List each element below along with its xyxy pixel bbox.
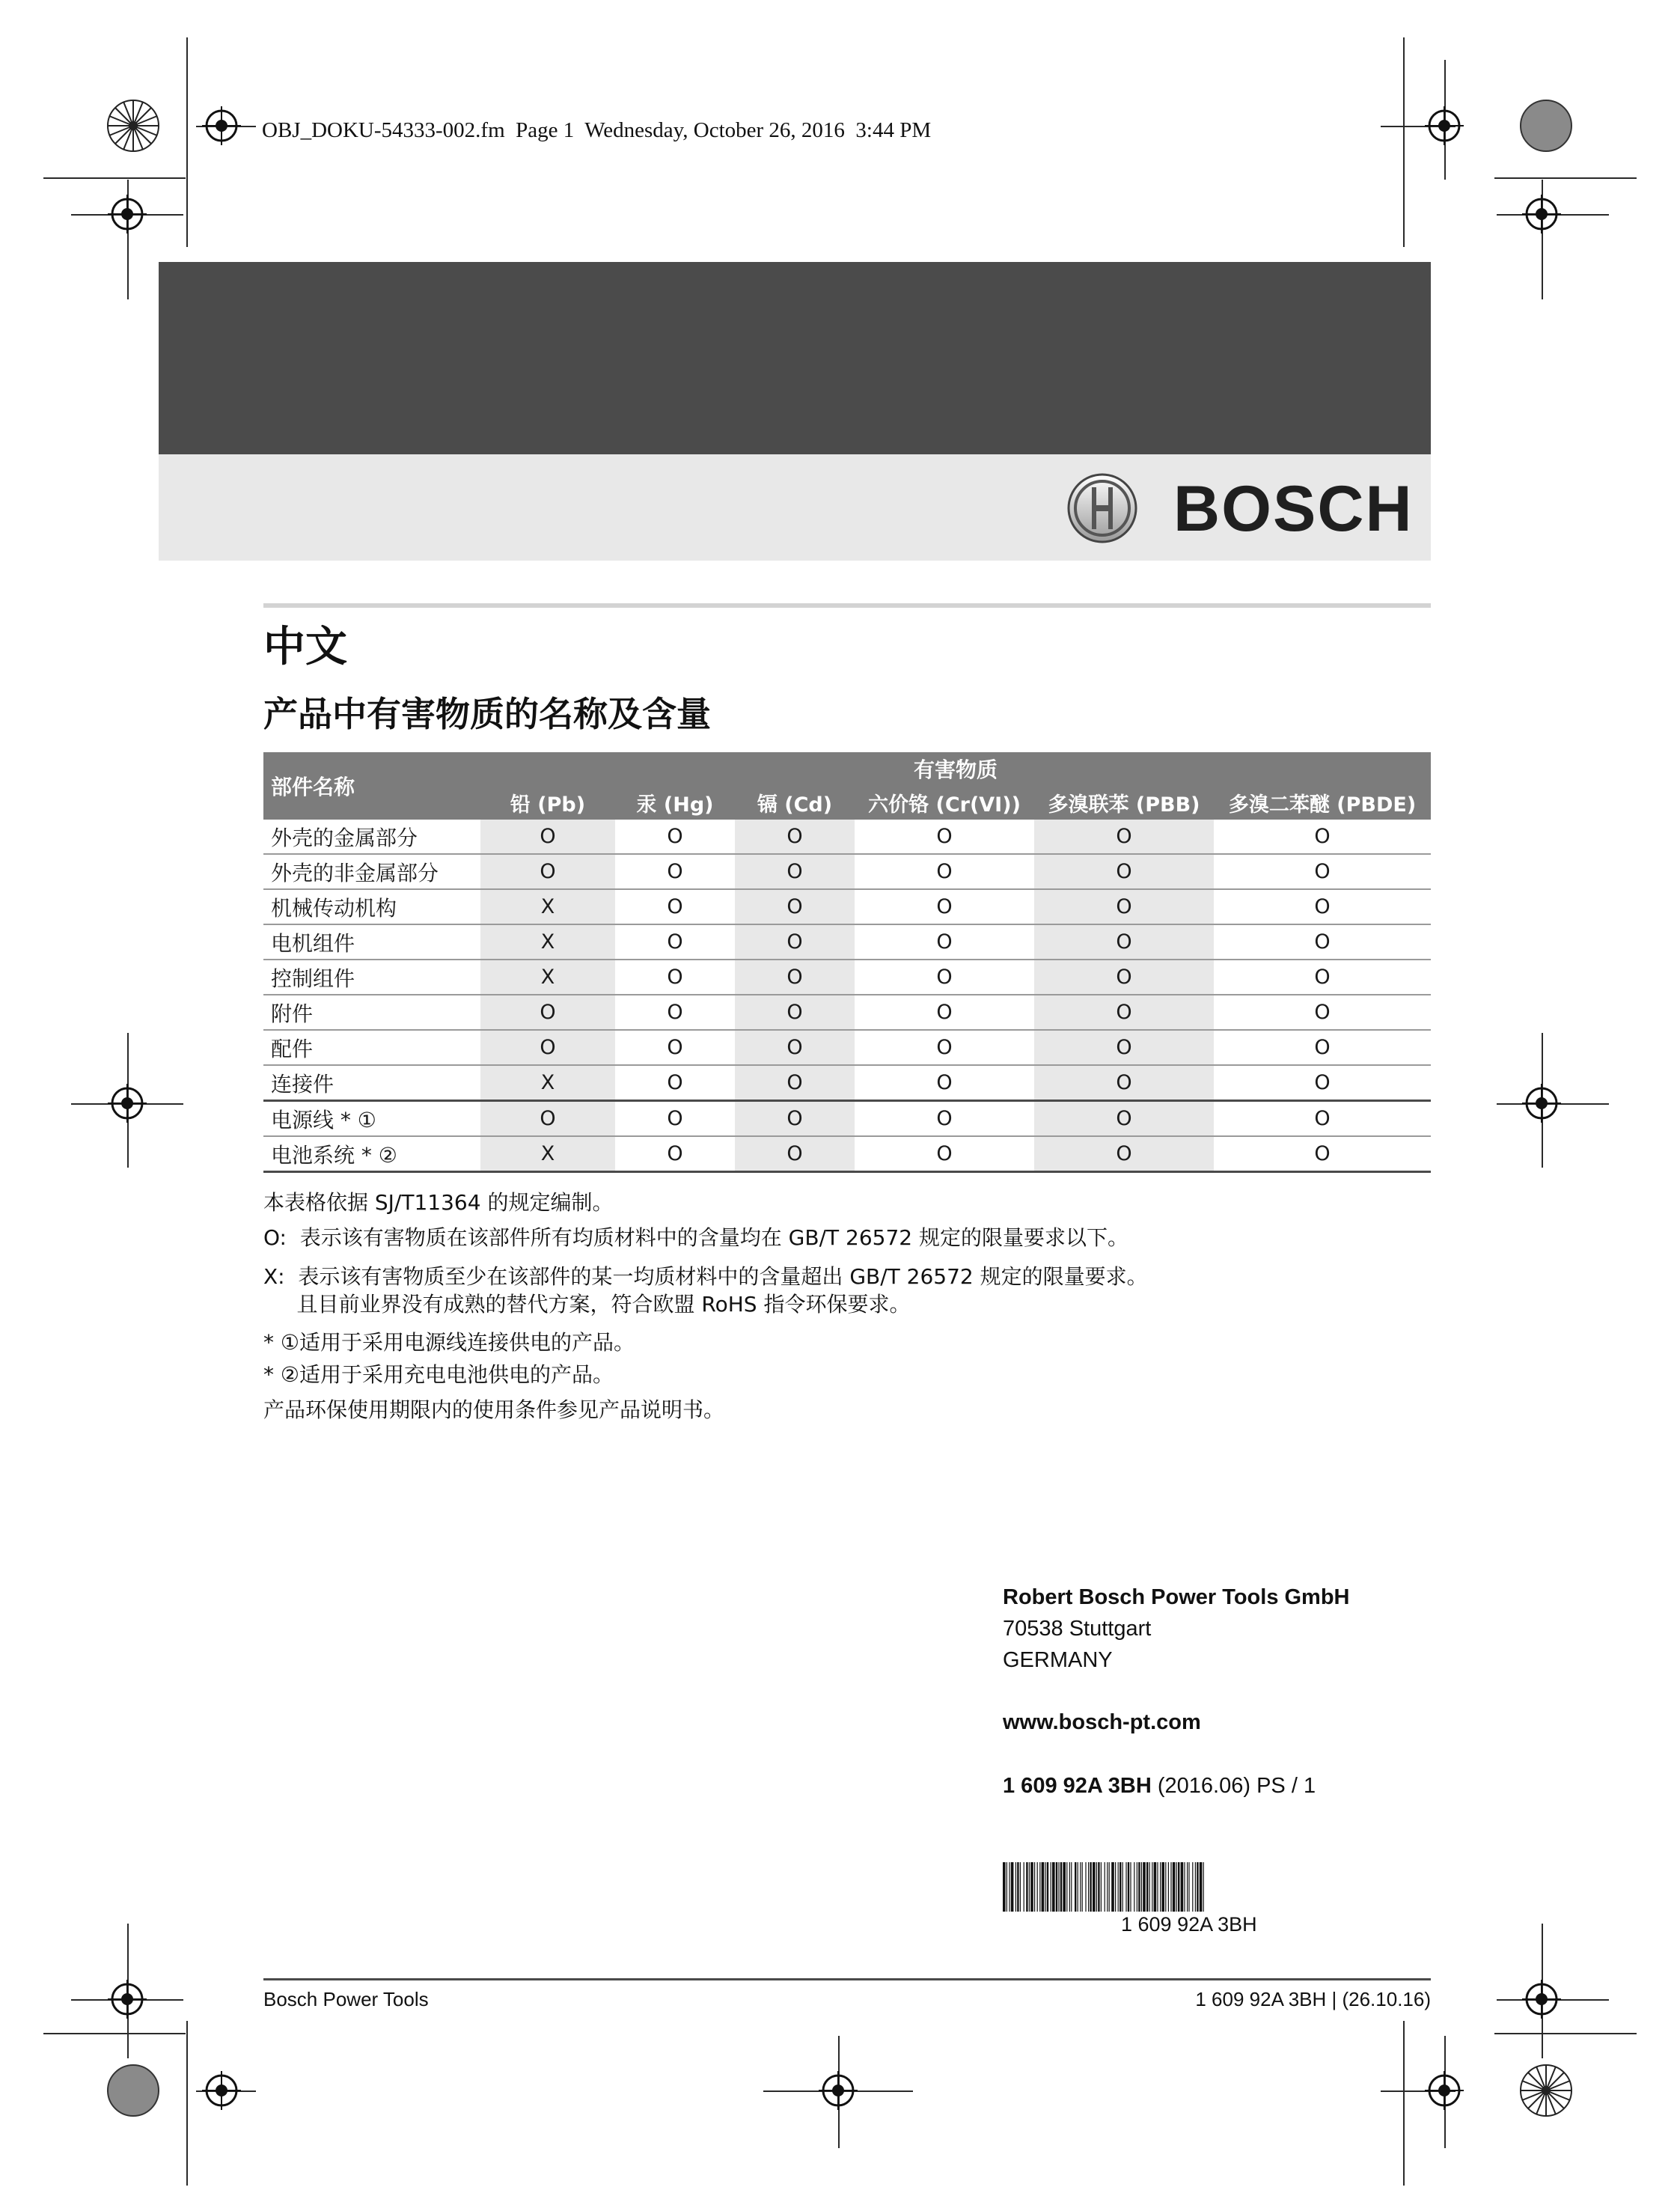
part-name-header: 部件名称 <box>263 752 480 820</box>
table-cell: X <box>480 889 615 924</box>
registration-target-icon <box>1522 1084 1561 1123</box>
table-cell: O <box>735 960 855 995</box>
table-cell: O <box>615 1101 735 1137</box>
table-row <box>263 960 1431 995</box>
table-row <box>263 1136 1431 1172</box>
part-name-cell: 电源线 * ① <box>263 1101 480 1137</box>
barcode <box>1003 1862 1384 1912</box>
part-name-cell: 连接件 <box>263 1065 480 1101</box>
table-cell: O <box>735 924 855 960</box>
table-cell: O <box>855 924 1034 960</box>
registration-target-icon <box>202 2071 241 2110</box>
registration-target-icon <box>202 106 241 145</box>
o-legend-note: O: 表示该有害物质在该部件所有均质材料中的含量均在 GB/T 26572 规定的限量要求以下。 <box>263 1225 1129 1250</box>
table-cell: O <box>1214 960 1431 995</box>
table-cell: O <box>735 854 855 889</box>
hazardous-substances-table <box>263 752 1431 1173</box>
standard-note: 本表格依据 SJ/T11364 的规定编制。 <box>263 1190 614 1215</box>
table-cell: X <box>480 924 615 960</box>
document-number-suffix: (2016.06) PS / 1 <box>1151 1774 1316 1798</box>
column-header: 镉 (Cd) <box>735 785 855 820</box>
table-cell: O <box>615 820 735 854</box>
part-name-cell: 电机组件 <box>263 924 480 960</box>
table-cell: O <box>615 924 735 960</box>
registration-target-icon <box>108 1084 147 1123</box>
document-number <box>1003 1774 1316 1799</box>
table-cell: O <box>855 960 1034 995</box>
table-cell: O <box>735 1136 855 1172</box>
registration-target-icon <box>108 1980 147 2019</box>
website-link[interactable]: www.bosch-pt.com <box>1003 1710 1201 1734</box>
table-cell: O <box>855 889 1034 924</box>
section-divider <box>263 603 1431 608</box>
table-cell: O <box>1034 1065 1214 1101</box>
registration-target-icon <box>108 195 147 234</box>
footer-right: 1 609 92A 3BH | (26.10.16) <box>1195 1988 1431 2010</box>
table-cell: O <box>855 995 1034 1030</box>
language-heading: 中文 <box>263 623 347 671</box>
table-cell: O <box>855 820 1034 854</box>
table-cell: O <box>735 1065 855 1101</box>
table-cell: X <box>480 1065 615 1101</box>
table-cell: O <box>1214 854 1431 889</box>
table-row <box>263 854 1431 889</box>
company-city: 70538 Stuttgart <box>1003 1617 1152 1641</box>
table-cell: O <box>735 1101 855 1137</box>
hazardous-substance-header: 有害物质 <box>480 752 1431 785</box>
table-cell: O <box>735 1030 855 1065</box>
table-cell: O <box>855 1101 1034 1137</box>
table-row <box>263 820 1431 854</box>
table-row <box>263 1030 1431 1065</box>
table-row <box>263 889 1431 924</box>
part-name-cell: 电池系统 * ② <box>263 1136 480 1172</box>
footnote-2: * ②适用于采用充电电池供电的产品。 <box>263 1362 614 1387</box>
registration-target-icon <box>1425 106 1464 145</box>
table-cell: O <box>1034 854 1214 889</box>
table-cell: O <box>735 995 855 1030</box>
column-header: 多溴联苯 (PBB) <box>1034 785 1214 820</box>
brand-wordmark: BOSCH <box>1173 473 1414 545</box>
table-cell: O <box>615 1065 735 1101</box>
company-name: Robert Bosch Power Tools GmbH <box>1003 1585 1350 1609</box>
table-cell: O <box>615 1030 735 1065</box>
column-header: 汞 (Hg) <box>615 785 735 820</box>
table-cell: O <box>1034 1136 1214 1172</box>
registration-target-icon <box>1522 195 1561 234</box>
company-country: GERMANY <box>1003 1648 1113 1672</box>
page-title: 产品中有害物质的名称及含量 <box>263 694 711 734</box>
table-cell: O <box>1214 1136 1431 1172</box>
table-cell: O <box>855 1065 1034 1101</box>
table-cell: O <box>1214 1065 1431 1101</box>
registration-target-icon <box>819 2071 858 2110</box>
table-cell: O <box>615 995 735 1030</box>
table-cell: O <box>615 854 735 889</box>
part-name-cell: 机械传动机构 <box>263 889 480 924</box>
table-cell: O <box>855 854 1034 889</box>
registration-target-icon <box>1522 1980 1561 2019</box>
table-row <box>263 1101 1431 1137</box>
starburst-dial-icon <box>105 97 162 154</box>
print-job-line: OBJ_DOKU-54333-002.fm Page 1 Wednesday, October 26, 2016 3:44 PM <box>262 118 932 142</box>
table-row <box>263 1065 1431 1101</box>
x-legend-note-continued: 且目前业界没有成熟的替代方案，符合欧盟 RoHS 指令环保要求。 <box>263 1292 911 1317</box>
table-cell: O <box>1034 889 1214 924</box>
registration-target-icon <box>1425 2071 1464 2110</box>
barcode-text: 1 609 92A 3BH <box>1121 1913 1257 1936</box>
table-cell: O <box>735 820 855 854</box>
table-cell: O <box>1214 1030 1431 1065</box>
table-cell: O <box>480 995 615 1030</box>
part-name-cell: 外壳的非金属部分 <box>263 854 480 889</box>
table-cell: O <box>615 1136 735 1172</box>
bosch-armature-logo-icon <box>1066 472 1138 544</box>
table-cell: O <box>1214 995 1431 1030</box>
part-name-cell: 控制组件 <box>263 960 480 995</box>
footer-divider <box>263 1978 1431 1980</box>
table-cell: X <box>480 1136 615 1172</box>
footer-left: Bosch Power Tools <box>263 1988 429 2010</box>
header-banner <box>159 262 1431 454</box>
table-cell: O <box>1214 820 1431 854</box>
table-row <box>263 995 1431 1030</box>
grey-dial-icon <box>105 2062 162 2119</box>
part-name-cell: 配件 <box>263 1030 480 1065</box>
table-cell: O <box>735 889 855 924</box>
table-cell: O <box>1034 995 1214 1030</box>
table-cell: O <box>1034 1030 1214 1065</box>
part-name-cell: 附件 <box>263 995 480 1030</box>
table-cell: O <box>855 1136 1034 1172</box>
table-cell: O <box>615 960 735 995</box>
table-cell: O <box>855 1030 1034 1065</box>
table-cell: O <box>1034 1101 1214 1137</box>
table-cell: O <box>1214 889 1431 924</box>
table-cell: O <box>1034 924 1214 960</box>
table-cell: O <box>480 1030 615 1065</box>
part-name-cell: 外壳的金属部分 <box>263 820 480 854</box>
x-legend-note: X: 表示该有害物质至少在该部件的某一均质材料中的含量超出 GB/T 26572 规定的限量要求。 <box>263 1264 1148 1289</box>
table-cell: O <box>615 889 735 924</box>
table-cell: O <box>480 854 615 889</box>
footnote-1: * ①适用于采用电源线连接供电的产品。 <box>263 1330 635 1355</box>
table-cell: O <box>1034 820 1214 854</box>
document-number-bold: 1 609 92A 3BH <box>1003 1774 1152 1798</box>
usage-note: 产品环保使用期限内的使用条件参见产品说明书。 <box>263 1397 725 1422</box>
table-cell: O <box>480 820 615 854</box>
column-header: 铅 (Pb) <box>480 785 615 820</box>
column-header: 六价铬 (Cr(VI)) <box>855 785 1034 820</box>
table-row <box>263 924 1431 960</box>
column-header: 多溴二苯醚 (PBDE) <box>1214 785 1431 820</box>
table-cell: O <box>1034 960 1214 995</box>
starburst-dial-icon <box>1518 2062 1574 2119</box>
grey-dial-icon <box>1518 97 1574 154</box>
table-cell: O <box>1214 1101 1431 1137</box>
table-cell: O <box>480 1101 615 1137</box>
table-cell: X <box>480 960 615 995</box>
table-cell: O <box>1214 924 1431 960</box>
